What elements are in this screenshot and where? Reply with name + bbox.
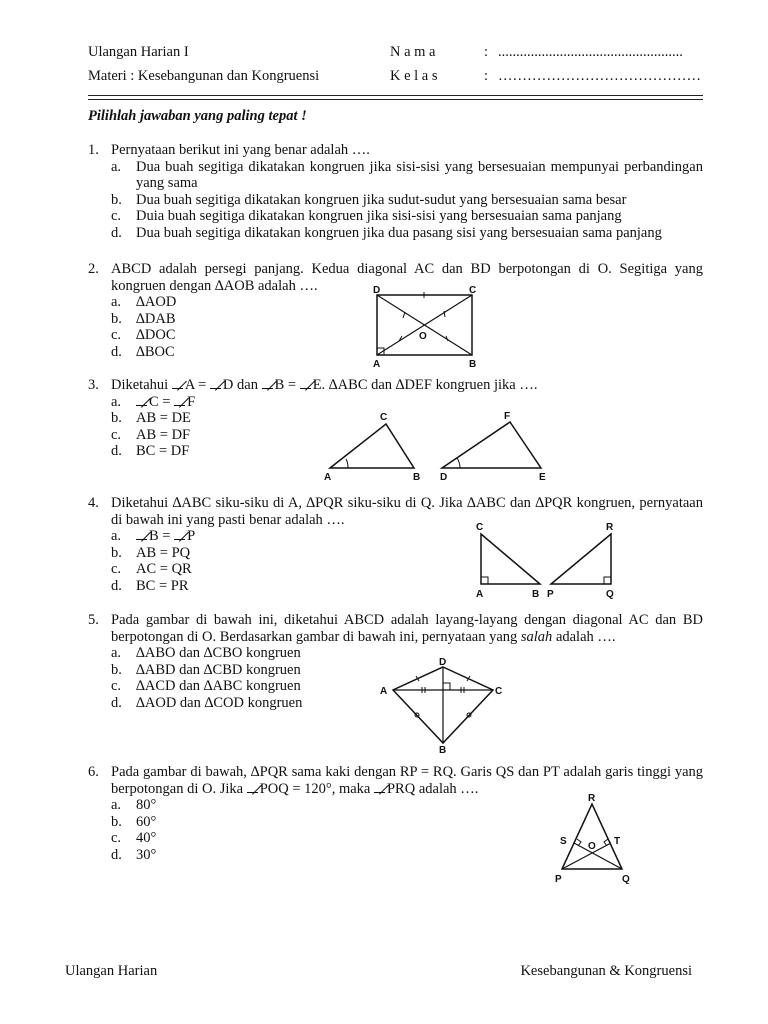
vertex-label-o: O bbox=[588, 841, 596, 852]
option-d[interactable]: d. ∆AOD dan ∆COD kongruen bbox=[111, 694, 303, 711]
center-label-o: O bbox=[419, 331, 427, 342]
footer-left: Ulangan Harian bbox=[65, 963, 158, 979]
angle-icon bbox=[300, 379, 311, 390]
triangle-abc bbox=[330, 424, 414, 468]
rectangle-abcd-figure bbox=[368, 284, 486, 370]
option-b[interactable]: b. 60° bbox=[111, 813, 157, 830]
question-number: 3. bbox=[88, 377, 99, 393]
footer-right: Kesebangunan & Kongruensi bbox=[520, 963, 692, 979]
class-colon: : bbox=[484, 68, 489, 84]
option-a[interactable]: a. ∆ABO dan ∆CBO kongruen bbox=[111, 645, 301, 661]
option-c[interactable]: c. 40° bbox=[111, 830, 157, 846]
angle-icon bbox=[174, 530, 185, 541]
vertex-label-c: C bbox=[469, 285, 477, 296]
class-blank[interactable]: …………………………………… bbox=[498, 68, 701, 84]
tick-mark bbox=[403, 312, 405, 318]
option-b[interactable]: b. Dua buah segitiga dikatakan kongruen jika sudut-sudut yang bersesuaian sama besar bbox=[111, 191, 627, 208]
option-d[interactable]: d. Dua buah segitiga dikatakan kongruen jika dua pasang sisi yang bersesuaian sama panjang bbox=[111, 224, 662, 241]
option-c[interactable]: c. AC = QR bbox=[111, 561, 192, 577]
vertex-label-s: S bbox=[560, 836, 567, 847]
vertex-label-a: A bbox=[324, 472, 332, 483]
vertex-label-d: D bbox=[439, 657, 447, 668]
option-a[interactable]: a. Dua buah segitiga dikatakan kongruen jika sisi-sisi yang bersesuaian mempunyai perbandingan yang sama bbox=[111, 158, 703, 191]
triangle-pqr bbox=[551, 534, 611, 584]
angle-icon bbox=[136, 396, 147, 407]
vertex-label-c: C bbox=[380, 412, 388, 423]
vertex-label-p: P bbox=[547, 589, 554, 600]
vertex-label-a: A bbox=[476, 589, 484, 600]
vertex-label-b: B bbox=[532, 589, 540, 600]
vertex-label-d: D bbox=[373, 285, 381, 296]
angle-icon bbox=[174, 396, 185, 407]
question-number: 4. bbox=[88, 495, 99, 511]
option-d[interactable]: d. 30° bbox=[111, 846, 157, 863]
question-number: 1. bbox=[88, 142, 99, 158]
exam-title: Ulangan Harian I bbox=[88, 44, 189, 60]
option-d[interactable]: d. BC = DF bbox=[111, 443, 190, 459]
option-c[interactable]: c. Duia buah segitiga dikatakan kongruen jika sisi-sisi yang bersesuaian sama panjang bbox=[111, 208, 622, 224]
instruction: Pilihlah jawaban yang paling tepat ! bbox=[88, 108, 307, 124]
vertex-label-p: P bbox=[555, 874, 562, 885]
right-angle-mark-q bbox=[604, 577, 611, 584]
option-a[interactable]: a. C = F bbox=[111, 393, 196, 410]
vertex-label-c: C bbox=[495, 686, 503, 697]
vertex-label-b: B bbox=[439, 745, 447, 755]
vertex-label-b: B bbox=[469, 359, 477, 370]
option-a[interactable]: a. 80° bbox=[111, 797, 157, 813]
question-text: Pada gambar di bawah, ∆PQR sama kaki dengan RP = RQ. Garis QS dan PT adalah garis tinggi yang berpotongan di O. Jika POQ = 120°, maka PRQ adalah …. bbox=[111, 764, 703, 797]
option-d[interactable]: d. ∆BOC bbox=[111, 343, 175, 360]
triangle-abc bbox=[481, 534, 540, 584]
option-a[interactable]: a. ∆AOD bbox=[111, 294, 177, 310]
vertex-label-q: Q bbox=[606, 589, 614, 600]
name-blank[interactable]: ................................................... bbox=[498, 44, 683, 60]
altitude-pt bbox=[562, 843, 611, 869]
vertex-label-b: B bbox=[413, 472, 421, 483]
triangle-def bbox=[442, 422, 541, 468]
vertex-label-f: F bbox=[504, 411, 511, 422]
question-text: ABCD adalah persegi panjang. Kedua diagonal AC dan BD berpotongan di O. Segitiga yang kongruen dengan ∆AOB adalah …. bbox=[111, 261, 703, 294]
kite-abcd-figure bbox=[376, 655, 506, 755]
option-d[interactable]: d. BC = PR bbox=[111, 577, 189, 594]
question-number: 6. bbox=[88, 764, 99, 780]
option-b[interactable]: b. ∆ABD dan ∆CBD kongruen bbox=[111, 661, 301, 678]
vertex-label-d: D bbox=[440, 472, 448, 483]
question-text: Diketahui ∆ABC siku-siku di A, ∆PQR siku-siku di Q. Jika ∆ABC dan ∆PQR kongruen, pernyataan di bawah ini yang pasti benar adalah …. bbox=[111, 495, 703, 528]
question-text: Pada gambar di bawah ini, diketahui ABCD adalah layang-layang dengan diagonal AC dan BD berpotongan di O. Berdasarkan gambar di bawah ini, pernyataan yang salah adalah …. bbox=[111, 612, 703, 645]
triangles-abc-def-figure bbox=[318, 406, 558, 484]
option-b[interactable]: b. AB = PQ bbox=[111, 544, 191, 561]
vertex-label-c: C bbox=[476, 522, 484, 533]
header-rule-bottom bbox=[88, 99, 703, 100]
vertex-label-a: A bbox=[380, 686, 388, 697]
vertex-label-e: E bbox=[539, 472, 546, 483]
vertex-label-t: T bbox=[614, 836, 621, 847]
option-a[interactable]: a. B = P bbox=[111, 528, 196, 544]
angle-arc-d bbox=[457, 458, 460, 468]
class-label: K e l a s bbox=[390, 68, 438, 84]
question-text: Pernyataan berikut ini yang benar adalah …. bbox=[111, 142, 370, 158]
angle-icon bbox=[136, 530, 147, 541]
right-triangles-figure bbox=[470, 520, 620, 600]
header-rule-top bbox=[88, 95, 703, 96]
question-text: Diketahui A = D dan B = E. ∆ABC dan ∆DEF kongruen jika …. bbox=[111, 377, 538, 393]
vertex-label-q: Q bbox=[622, 874, 630, 885]
angle-icon bbox=[262, 379, 273, 390]
option-b[interactable]: b. AB = DE bbox=[111, 410, 191, 426]
vertex-label-r: R bbox=[606, 522, 614, 533]
angle-icon bbox=[172, 379, 183, 390]
angle-arc-a bbox=[346, 459, 348, 468]
option-c[interactable]: c. AB = DF bbox=[111, 426, 191, 443]
option-c[interactable]: c. ∆DOC bbox=[111, 327, 176, 343]
question-1 bbox=[88, 142, 703, 241]
option-c[interactable]: c. ∆ACD dan ∆ABC kongruen bbox=[111, 678, 301, 694]
angle-icon bbox=[374, 783, 385, 794]
subject-label: Materi : Kesebangunan dan Kongruensi bbox=[88, 68, 320, 84]
angle-icon bbox=[210, 379, 221, 390]
triangle-pqr bbox=[562, 804, 622, 869]
isosceles-pqr-figure bbox=[550, 790, 640, 885]
option-b[interactable]: b. ∆DAB bbox=[111, 310, 176, 327]
angle-icon bbox=[247, 783, 258, 794]
name-label: N a m a bbox=[390, 44, 436, 60]
vertex-label-a: A bbox=[373, 359, 381, 370]
name-colon: : bbox=[484, 44, 489, 60]
question-number: 2. bbox=[88, 261, 99, 277]
question-number: 5. bbox=[88, 612, 99, 628]
right-angle-mark-o bbox=[443, 683, 450, 690]
vertex-label-r: R bbox=[588, 793, 596, 804]
right-angle-mark-a bbox=[481, 577, 488, 584]
